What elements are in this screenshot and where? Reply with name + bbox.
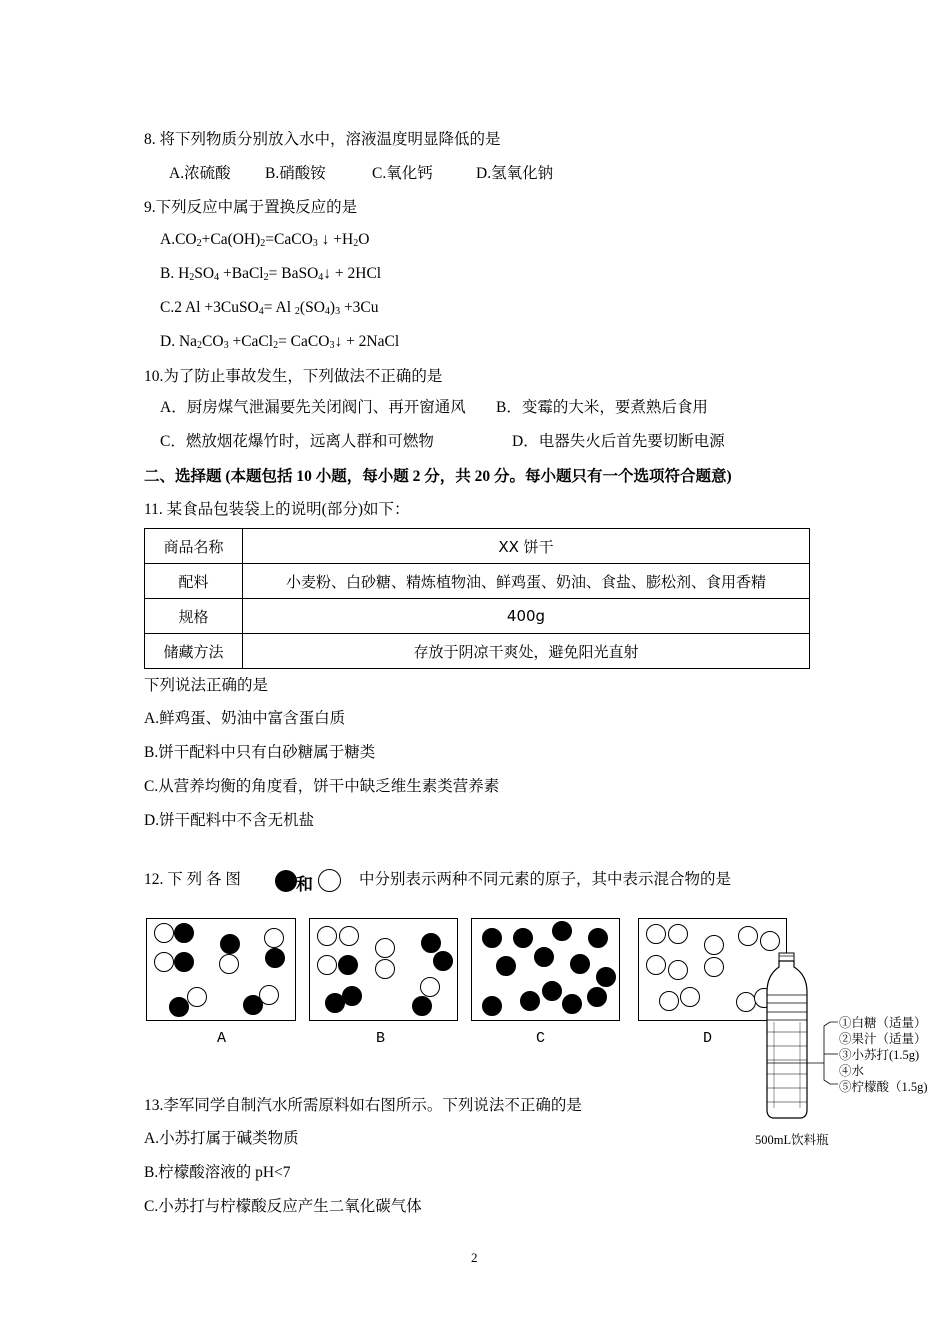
white-atom	[668, 960, 688, 980]
white-atom	[668, 924, 688, 944]
q11-option-c: C.从营养均衡的角度看，饼干中缺乏维生素类营养素	[144, 778, 500, 795]
ingredient-2: ②果汁（适量）	[839, 1032, 927, 1046]
q8-option-d: D.氢氧化钠	[476, 165, 554, 182]
black-atom	[562, 994, 582, 1014]
q9-option-c: C.2 Al +3CuSO$_4$= Al $_2(SO_4)_3 +3Cu$	[160, 299, 379, 317]
q13-option-a: A.小苏打属于碱类物质	[144, 1130, 299, 1147]
table-value: 小麦粉、白砂糖、精炼植物油、鲜鸡蛋、奶油、食盐、膨松剂、食用香精	[243, 564, 810, 599]
white-atom	[264, 928, 284, 948]
q10-option-b: B．变霉的大米，要煮熟后食用	[496, 399, 708, 416]
q10-option-d: D．电器失火后首先要切断电源	[512, 433, 725, 450]
white-atom	[659, 991, 679, 1011]
black-atom	[174, 923, 194, 943]
black-atom	[552, 921, 572, 941]
white-atom	[187, 987, 207, 1007]
diagram-box-c	[471, 918, 620, 1021]
q12-stem-pre: 12. 下 列 各 图	[144, 871, 241, 888]
table-row	[145, 599, 810, 634]
ingredient-3: ③小苏打(1.5g)	[839, 1048, 920, 1062]
table-row	[145, 564, 810, 599]
black-atom	[342, 986, 362, 1006]
black-atom	[542, 981, 562, 1001]
diagram-box-a	[146, 918, 296, 1021]
bottle-caption: 500mL饮料瓶	[755, 1133, 829, 1147]
table-key: 储藏方法	[145, 634, 243, 669]
table-key: 规格	[145, 599, 243, 634]
section-heading: 二、选择题 (本题包括 10 小题，每小题 2 分，共 20 分。每小题只有一个选项符合题意)	[144, 468, 732, 485]
white-atom	[646, 955, 666, 975]
food-label-table	[144, 528, 810, 669]
black-atom-icon	[275, 870, 297, 892]
white-atom	[680, 987, 700, 1007]
q10-option-a: A．厨房煤气泄漏要先关闭阀门、再开窗通风	[160, 399, 466, 416]
black-atom	[588, 928, 608, 948]
table-value: 存放于阴凉干爽处，避免阳光直射	[243, 634, 810, 669]
q8-option-c: C.氧化钙	[372, 165, 433, 182]
box-label-b: B	[376, 1030, 386, 1047]
table-row	[145, 634, 810, 669]
black-atom	[496, 956, 516, 976]
ingredient-5: ⑤柠檬酸（1.5g)	[839, 1080, 928, 1094]
table-key: 商品名称	[145, 529, 243, 564]
q12-stem-post: 中分别表示两种不同元素的原子，其中表示混合物的是	[359, 871, 732, 888]
q9-option-d: D. $Na_2CO_3$ +CaCl$_2$= CaCO$_3$↓ + 2NaCl	[160, 333, 400, 351]
black-atom	[570, 954, 590, 974]
legend-and-text: 和	[296, 875, 313, 894]
white-atom	[154, 923, 174, 943]
black-atom	[587, 987, 607, 1007]
white-atom	[704, 957, 724, 977]
black-atom	[243, 995, 263, 1015]
q9-option-b: B. $H_2SO_4$ +BaCl$_2$= BaSO$_4$↓ + 2HCl	[160, 265, 382, 283]
q11-after-text: 下列说法正确的是	[144, 677, 269, 694]
white-atom	[154, 952, 174, 972]
black-atom	[433, 951, 453, 971]
white-atom	[736, 992, 756, 1012]
table-key: 配料	[145, 564, 243, 599]
black-atom	[421, 933, 441, 953]
white-atom	[738, 926, 758, 946]
black-atom	[534, 947, 554, 967]
black-atom	[412, 996, 432, 1016]
q11-option-d: D.饼干配料中不含无机盐	[144, 812, 315, 829]
q8-option-b: B.硝酸铵	[265, 165, 326, 182]
q11-option-a: A.鲜鸡蛋、奶油中富含蛋白质	[144, 710, 346, 727]
white-atom	[317, 955, 337, 975]
white-atom	[646, 924, 666, 944]
q11-option-b: B.饼干配料中只有白砂糖属于糖类	[144, 744, 376, 761]
white-atom	[420, 977, 440, 997]
page-number: 2	[471, 1250, 478, 1265]
q13-option-c: C.小苏打与柠檬酸反应产生二氧化碳气体	[144, 1198, 422, 1215]
black-atom	[596, 967, 616, 987]
white-atom-icon	[318, 869, 341, 892]
ingredient-4: ④水	[839, 1064, 865, 1078]
white-atom	[760, 931, 780, 951]
white-atom	[317, 926, 337, 946]
white-atom	[339, 926, 359, 946]
bottle-icon	[758, 950, 838, 1125]
white-atom	[375, 959, 395, 979]
black-atom	[265, 948, 285, 968]
diagram-box-b	[309, 918, 458, 1021]
q9-stem: 9.下列反应中属于置换反应的是	[144, 199, 358, 216]
black-atom	[174, 952, 194, 972]
q10-option-c: C．燃放烟花爆竹时，远离人群和可燃物	[160, 433, 434, 450]
table-value: 400g	[243, 599, 810, 634]
black-atom	[520, 991, 540, 1011]
black-atom	[513, 928, 533, 948]
q8-stem: 8. 将下列物质分别放入水中，溶液温度明显降低的是	[144, 131, 501, 148]
q9-option-a: $A.CO_2+Ca(OH)_2=CaCO_3$ ↓ $+H_2O$	[160, 231, 370, 249]
ingredient-1: ①白糖（适量）	[839, 1016, 927, 1030]
table-value: XX 饼干	[243, 529, 810, 564]
black-atom	[338, 955, 358, 975]
q11-stem: 11. 某食品包装袋上的说明(部分)如下：	[144, 501, 410, 518]
q8-option-a: A.浓硫酸	[169, 165, 231, 182]
black-atom	[169, 997, 189, 1017]
white-atom	[375, 938, 395, 958]
box-label-a: A	[217, 1030, 227, 1047]
q13-stem: 13.李军同学自制汽水所需原料如右图所示。下列说法不正确的是	[144, 1097, 582, 1114]
box-label-c: C	[536, 1030, 546, 1047]
table-row	[145, 529, 810, 564]
box-label-d: D	[703, 1030, 713, 1047]
white-atom	[704, 935, 724, 955]
q10-stem: 10.为了防止事故发生，下列做法不正确的是	[144, 368, 443, 385]
q13-option-b: B.柠檬酸溶液的 pH<7	[144, 1164, 291, 1181]
black-atom	[482, 996, 502, 1016]
black-atom	[482, 928, 502, 948]
black-atom	[325, 993, 345, 1013]
black-atom	[220, 934, 240, 954]
white-atom	[219, 954, 239, 974]
